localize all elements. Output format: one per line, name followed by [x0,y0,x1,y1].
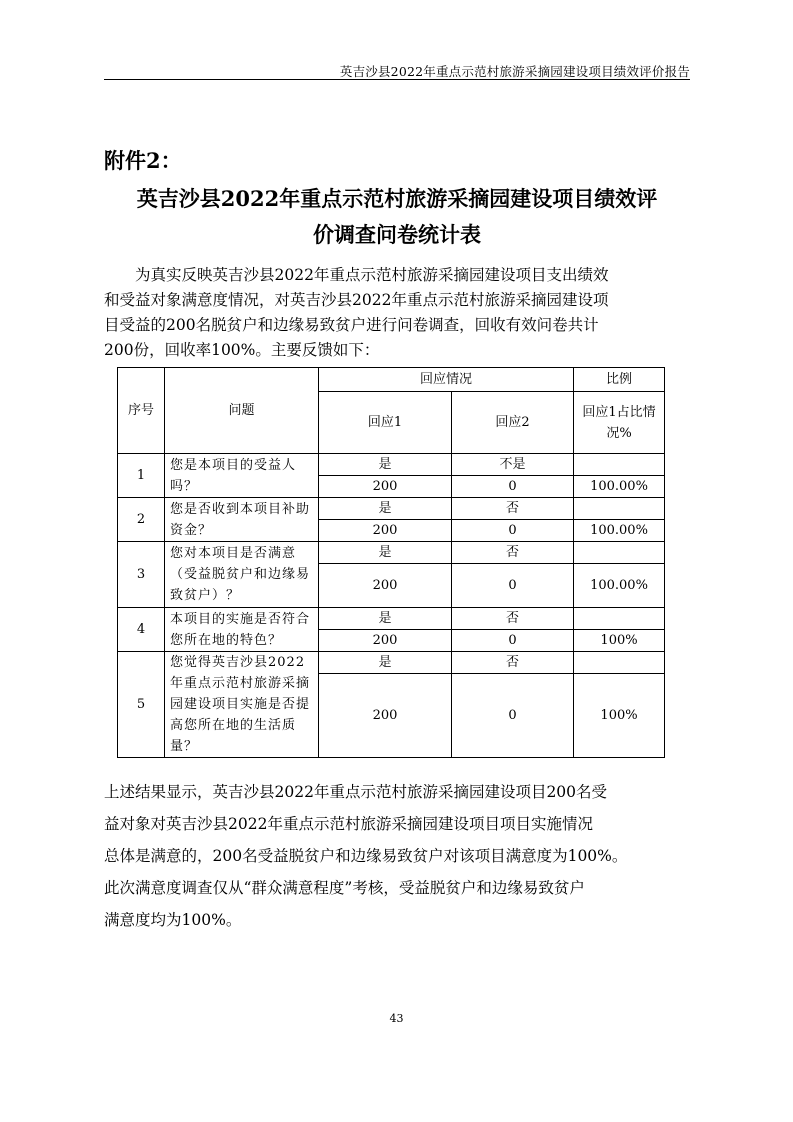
intro-line: 200份，回收率100%。主要反馈如下： [104,341,380,359]
row-response2-value: 0 [452,564,574,608]
row-ratio-empty [574,498,665,520]
row-response2-value: 0 [452,476,574,498]
row-seq: 3 [118,542,165,608]
row-ratio-empty [574,454,665,476]
conclusion-line: 益对象对英吉沙县2022年重点示范村旅游采摘园建设项目项目实施情况 [104,815,593,833]
row-response1-label: 是 [319,454,452,476]
row-response1-value: 200 [319,674,452,758]
row-question: 您是本项目的受益人吗？ [165,454,319,498]
row-ratio: 100.00% [574,476,665,498]
row-response1-label: 是 [319,542,452,564]
table-row [118,542,665,564]
conclusion-line: 满意度均为100%。 [104,911,242,929]
row-seq: 5 [118,652,165,758]
annex-label: 附件2： [104,148,182,173]
row-response2-label: 否 [452,608,574,630]
row-response1-label: 是 [319,498,452,520]
row-seq: 1 [118,454,165,498]
row-question: 您对本项目是否满意（受益脱贫户和边缘易致贫户）？ [165,542,319,608]
intro-line: 为真实反映英吉沙县2022年重点示范村旅游采摘园建设项目支出绩效 [135,266,609,284]
row-ratio-empty [574,608,665,630]
title-line: 英吉沙县2022年重点示范村旅游采摘园建设项目绩效评 [136,186,658,211]
row-ratio: 100% [574,674,665,758]
header-response1: 回应1 [319,392,452,454]
header-response2: 回应2 [452,392,574,454]
row-response2-label: 否 [452,652,574,674]
row-response1-value: 200 [319,520,452,542]
row-question: 您觉得英吉沙县2022年重点示范村旅游采摘园建设项目实施是否提高您所在地的生活质量？ [165,652,319,758]
row-response2-value: 0 [452,630,574,652]
row-ratio: 100% [574,630,665,652]
header-seq: 序号 [118,368,165,454]
document-title [100,181,694,253]
table-row [118,498,665,520]
intro-line: 目受益的200名脱贫户和边缘易致贫户进行问卷调查，回收有效问卷共计 [104,316,599,334]
row-response1-label: 是 [319,608,452,630]
row-ratio: 100.00% [574,520,665,542]
table-row [118,454,665,476]
conclusion-line: 此次满意度调查仅从“群众满意程度”考核，受益脱贫户和边缘易致贫户 [104,879,585,897]
title-line: 价调查问卷统计表 [313,222,481,247]
page-number: 43 [389,1012,404,1025]
conclusion-line: 总体是满意的，200名受益脱贫户和边缘易致贫户对该项目满意度为100%。 [104,847,628,865]
conclusion-paragraph [104,776,690,936]
row-ratio-empty [574,542,665,564]
row-response2-value: 0 [452,520,574,542]
header-question: 问题 [165,368,319,454]
row-ratio-empty [574,652,665,674]
table-row [118,608,665,630]
row-seq: 2 [118,498,165,542]
row-question: 您是否收到本项目补助资金？ [165,498,319,542]
running-header-title: 英吉沙县2022年重点示范村旅游采摘园建设项目绩效评价报告 [339,64,690,79]
header-ratio: 回应1占比情况% [574,392,665,454]
row-ratio: 100.00% [574,564,665,608]
conclusion-line: 上述结果显示，英吉沙县2022年重点示范村旅游采摘园建设项目200名受 [104,783,608,801]
header-divider [104,79,690,80]
row-question: 本项目的实施是否符合您所在地的特色？ [165,608,319,652]
table-row [118,652,665,674]
header-ratio-group: 比例 [574,368,665,392]
row-response1-value: 200 [319,564,452,608]
survey-stats-table [117,367,665,758]
header-response-group: 回应情况 [319,368,574,392]
row-response2-label: 不是 [452,454,574,476]
intro-paragraph [104,263,690,363]
row-response2-label: 否 [452,542,574,564]
row-seq: 4 [118,608,165,652]
row-response1-label: 是 [319,652,452,674]
row-response2-label: 否 [452,498,574,520]
intro-line: 和受益对象满意度情况，对英吉沙县2022年重点示范村旅游采摘园建设项 [104,291,609,309]
row-response2-value: 0 [452,674,574,758]
row-response1-value: 200 [319,476,452,498]
row-response1-value: 200 [319,630,452,652]
